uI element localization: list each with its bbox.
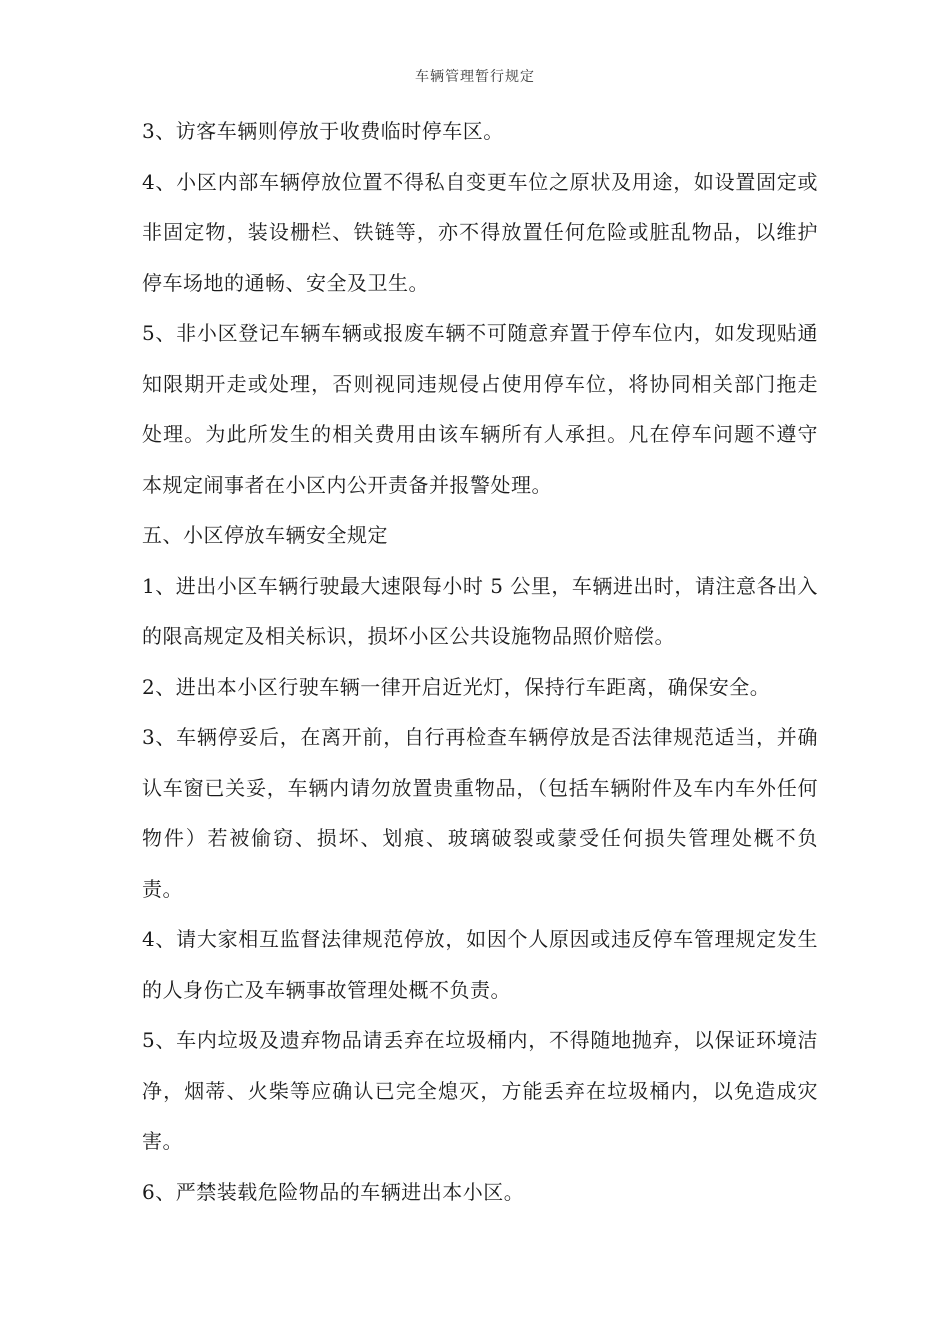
paragraph-speed-limit: 1、进出小区车辆行驶最大速限每小时 5 公里，车辆进出时，请注意各出入的限高规定及相关标识，损坏小区公共设施物品照价赔偿。 [142,573,818,648]
paragraph-no-alteration: 4、小区内部车辆停放位置不得私自变更车位之原状及用途，如设置固定或非固定物，装设栅栏、铁链等，亦不得放置任何危险或脏乱物品，以维护停车场地的通畅、安全及卫生。 [142,169,818,295]
section-heading-safety: 五、小区停放车辆安全规定 [142,523,388,547]
paragraph-visitor-parking: 3、访客车辆则停放于收费临时停车区。 [142,119,504,143]
paragraph-abandoned-vehicles: 5、非小区登记车辆车辆或报废车辆不可随意弃置于停车位内，如发现贴通知限期开走或处理，否则视同违规侵占使用停车位，将协同相关部门拖走处理。为此所发生的相关费用由该车辆所有人承担。凡在停车问题不遵守本规定闹事者在小区内公开责备并报警处理。 [142,321,818,497]
running-header: 车辆管理暂行规定 [415,69,535,85]
paragraph-mutual-supervision: 4、请大家相互监督法律规范停放，如因个人原因或违反停车管理规定发生的人身伤亡及车辆事故管理处概不负责。 [142,927,818,1002]
paragraph-low-beam: 2、进出本小区行驶车辆一律开启近光灯，保持行车距离，确保安全。 [142,674,771,699]
paragraph-after-parking: 3、车辆停妥后，在离开前，自行再检查车辆停放是否法律规范适当，并确认车窗已关妥，车辆内请勿放置贵重物品，（包括车辆附件及车内车外任何物件）若被偷窃、损坏、划痕、玻璃破裂或蒙受任何损失管理处概不负责。 [142,725,818,901]
paragraph-hazardous-goods: 6、严禁装载危险物品的车辆进出本小区。 [142,1179,525,1204]
document-body [142,106,818,1217]
paragraph-litter: 5、车内垃圾及遗弃物品请丢弃在垃圾桶内，不得随地抛弃，以保证环境洁净，烟蒂、火柴等应确认已完全熄灭，方能丢弃在垃圾桶内，以免造成灾害。 [142,1028,818,1153]
